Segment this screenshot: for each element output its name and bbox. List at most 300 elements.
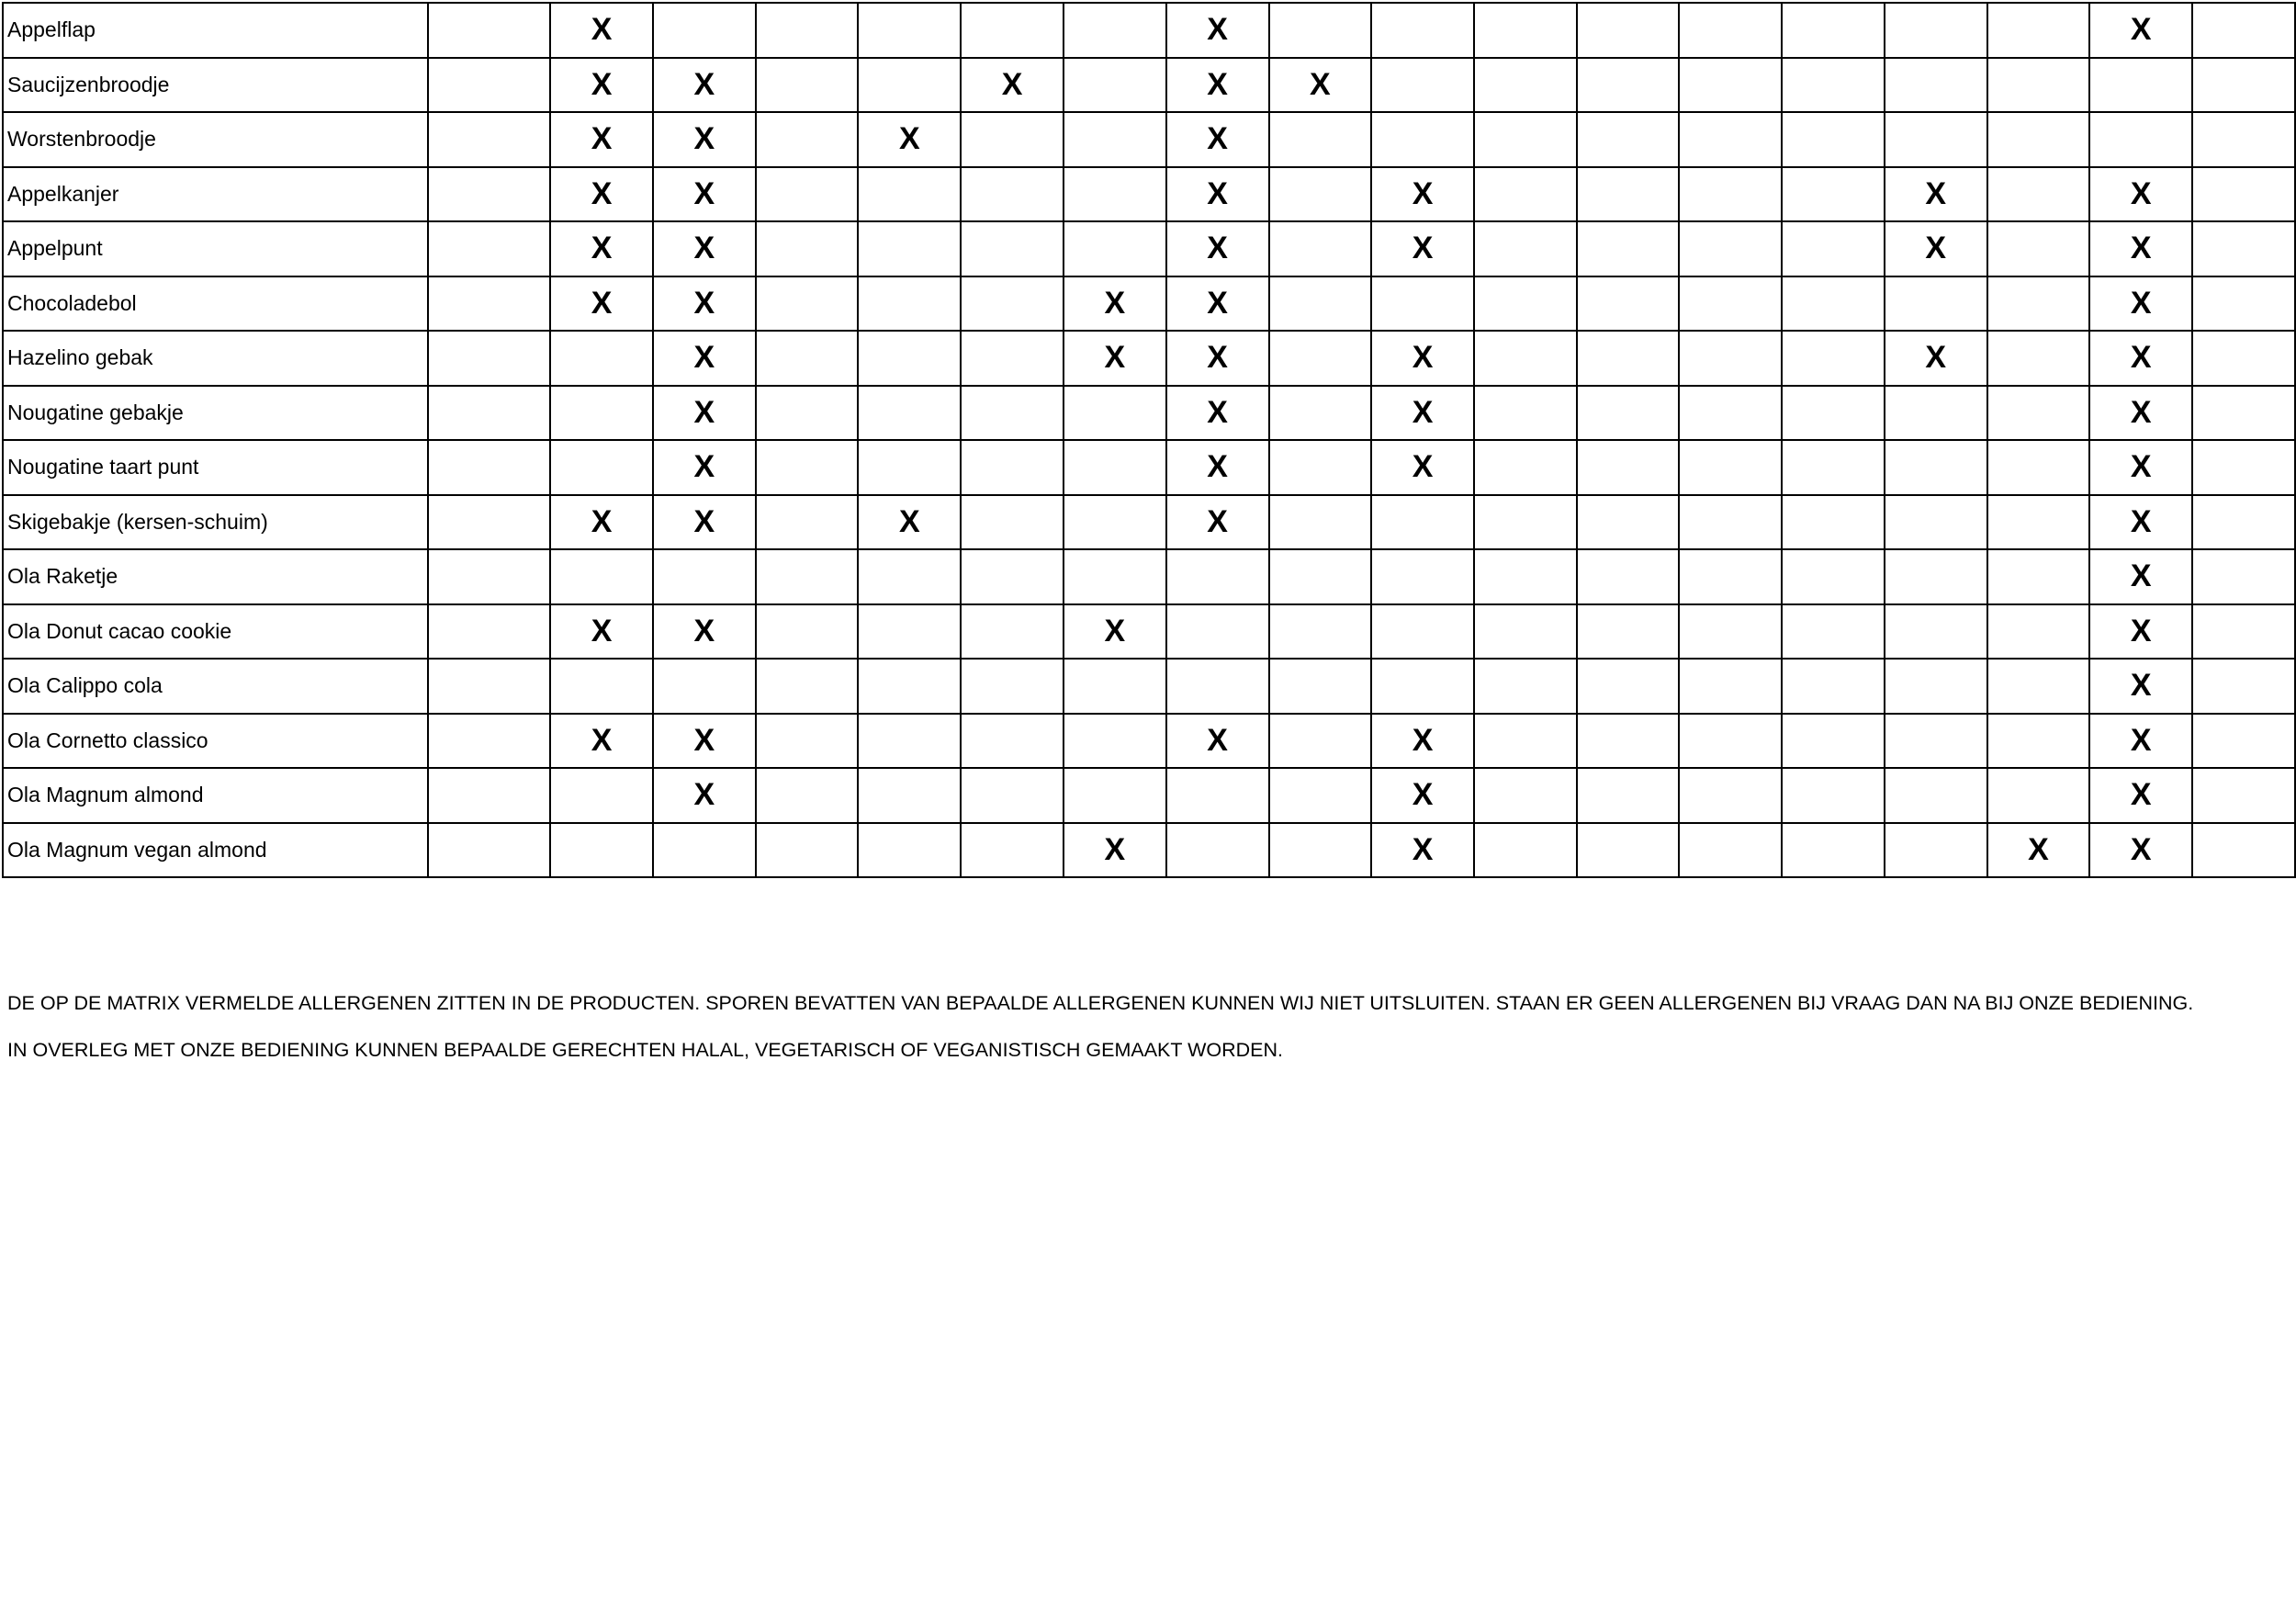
empty-cell bbox=[1474, 768, 1577, 823]
empty-cell bbox=[1474, 167, 1577, 222]
empty-cell bbox=[961, 659, 1064, 714]
empty-cell bbox=[2192, 221, 2295, 276]
product-name-cell: Skigebakje (kersen-schuim) bbox=[3, 495, 428, 550]
table-row bbox=[3, 549, 2295, 604]
empty-cell bbox=[1987, 440, 2090, 495]
empty-cell bbox=[961, 768, 1064, 823]
empty-cell bbox=[1064, 768, 1166, 823]
product-name-cell: Ola Magnum vegan almond bbox=[3, 823, 428, 878]
empty-cell bbox=[1885, 659, 1987, 714]
table-row bbox=[3, 659, 2295, 714]
empty-cell bbox=[1269, 823, 1372, 878]
allergen-mark-cell: X bbox=[1166, 167, 1269, 222]
product-name-cell: Nougatine gebakje bbox=[3, 386, 428, 441]
empty-cell bbox=[1782, 167, 1885, 222]
product-name-cell: Chocoladebol bbox=[3, 276, 428, 332]
allergen-mark-cell: X bbox=[1371, 331, 1474, 386]
table-row bbox=[3, 386, 2295, 441]
empty-cell bbox=[1166, 659, 1269, 714]
empty-cell bbox=[756, 604, 859, 660]
empty-cell bbox=[1166, 549, 1269, 604]
empty-cell bbox=[756, 440, 859, 495]
table-row bbox=[3, 112, 2295, 167]
empty-cell bbox=[428, 604, 551, 660]
empty-cell bbox=[1577, 3, 1680, 58]
empty-cell bbox=[1474, 440, 1577, 495]
empty-cell bbox=[1064, 659, 1166, 714]
empty-cell bbox=[1885, 768, 1987, 823]
empty-cell bbox=[1474, 549, 1577, 604]
table-row bbox=[3, 3, 2295, 58]
empty-cell bbox=[428, 3, 551, 58]
empty-cell bbox=[1474, 495, 1577, 550]
allergen-mark-cell: X bbox=[1166, 440, 1269, 495]
empty-cell bbox=[1064, 3, 1166, 58]
empty-cell bbox=[2192, 714, 2295, 769]
empty-cell bbox=[2192, 331, 2295, 386]
allergen-mark-cell: X bbox=[653, 221, 756, 276]
empty-cell bbox=[1371, 659, 1474, 714]
product-name-cell: Ola Donut cacao cookie bbox=[3, 604, 428, 660]
empty-cell bbox=[961, 3, 1064, 58]
empty-cell bbox=[1885, 714, 1987, 769]
allergen-mark-cell: X bbox=[2089, 386, 2192, 441]
empty-cell bbox=[1371, 549, 1474, 604]
empty-cell bbox=[756, 3, 859, 58]
allergen-mark-cell: X bbox=[653, 768, 756, 823]
empty-cell bbox=[1166, 768, 1269, 823]
empty-cell bbox=[756, 823, 859, 878]
allergen-mark-cell: X bbox=[2089, 3, 2192, 58]
empty-cell bbox=[2192, 167, 2295, 222]
empty-cell bbox=[1371, 112, 1474, 167]
allergen-mark-cell: X bbox=[1371, 221, 1474, 276]
empty-cell bbox=[756, 276, 859, 332]
allergen-mark-cell: X bbox=[1371, 714, 1474, 769]
empty-cell bbox=[550, 440, 653, 495]
allergen-mark-cell: X bbox=[2089, 167, 2192, 222]
empty-cell bbox=[1166, 823, 1269, 878]
empty-cell bbox=[1269, 659, 1372, 714]
allergen-mark-cell: X bbox=[653, 714, 756, 769]
empty-cell bbox=[961, 221, 1064, 276]
empty-cell bbox=[1577, 714, 1680, 769]
allergen-matrix-body bbox=[3, 3, 2295, 877]
empty-cell bbox=[1269, 112, 1372, 167]
empty-cell bbox=[1885, 386, 1987, 441]
empty-cell bbox=[1371, 604, 1474, 660]
empty-cell bbox=[428, 768, 551, 823]
table-row bbox=[3, 440, 2295, 495]
allergen-mark-cell: X bbox=[1371, 823, 1474, 878]
empty-cell bbox=[1885, 3, 1987, 58]
empty-cell bbox=[653, 3, 756, 58]
table-row bbox=[3, 823, 2295, 878]
empty-cell bbox=[1885, 495, 1987, 550]
table-row bbox=[3, 276, 2295, 332]
allergen-mark-cell: X bbox=[653, 495, 756, 550]
empty-cell bbox=[1885, 112, 1987, 167]
empty-cell bbox=[428, 112, 551, 167]
empty-cell bbox=[1064, 167, 1166, 222]
empty-cell bbox=[428, 386, 551, 441]
empty-cell bbox=[1679, 823, 1782, 878]
empty-cell bbox=[756, 495, 859, 550]
empty-cell bbox=[1371, 3, 1474, 58]
empty-cell bbox=[961, 495, 1064, 550]
empty-cell bbox=[756, 221, 859, 276]
empty-cell bbox=[2192, 276, 2295, 332]
empty-cell bbox=[428, 659, 551, 714]
allergen-mark-cell: X bbox=[1371, 768, 1474, 823]
empty-cell bbox=[1474, 604, 1577, 660]
empty-cell bbox=[1987, 659, 2090, 714]
allergen-mark-cell: X bbox=[1166, 386, 1269, 441]
product-name-cell: Appelpunt bbox=[3, 221, 428, 276]
empty-cell bbox=[1679, 331, 1782, 386]
empty-cell bbox=[1269, 221, 1372, 276]
empty-cell bbox=[1782, 768, 1885, 823]
empty-cell bbox=[1577, 112, 1680, 167]
allergen-mark-cell: X bbox=[2089, 495, 2192, 550]
empty-cell bbox=[756, 58, 859, 113]
empty-cell bbox=[858, 221, 961, 276]
empty-cell bbox=[1064, 495, 1166, 550]
empty-cell bbox=[1474, 386, 1577, 441]
empty-cell bbox=[653, 549, 756, 604]
product-name-cell: Ola Magnum almond bbox=[3, 768, 428, 823]
empty-cell bbox=[1987, 495, 2090, 550]
empty-cell bbox=[1064, 112, 1166, 167]
allergen-mark-cell: X bbox=[653, 331, 756, 386]
empty-cell bbox=[550, 768, 653, 823]
empty-cell bbox=[858, 167, 961, 222]
allergen-mark-cell: X bbox=[550, 112, 653, 167]
empty-cell bbox=[1782, 714, 1885, 769]
allergen-mark-cell: X bbox=[2089, 659, 2192, 714]
empty-cell bbox=[1577, 386, 1680, 441]
empty-cell bbox=[2192, 659, 2295, 714]
allergen-mark-cell: X bbox=[653, 112, 756, 167]
empty-cell bbox=[756, 714, 859, 769]
empty-cell bbox=[1782, 440, 1885, 495]
empty-cell bbox=[961, 386, 1064, 441]
allergen-mark-cell: X bbox=[2089, 276, 2192, 332]
empty-cell bbox=[1474, 276, 1577, 332]
allergen-mark-cell: X bbox=[550, 58, 653, 113]
allergen-mark-cell: X bbox=[1166, 331, 1269, 386]
empty-cell bbox=[756, 331, 859, 386]
empty-cell bbox=[1987, 331, 2090, 386]
empty-cell bbox=[858, 549, 961, 604]
allergen-mark-cell: X bbox=[1269, 58, 1372, 113]
empty-cell bbox=[1679, 714, 1782, 769]
allergen-mark-cell: X bbox=[2089, 604, 2192, 660]
product-name-cell: Saucijzenbroodje bbox=[3, 58, 428, 113]
empty-cell bbox=[428, 58, 551, 113]
empty-cell bbox=[1782, 386, 1885, 441]
empty-cell bbox=[1885, 440, 1987, 495]
empty-cell bbox=[1987, 714, 2090, 769]
product-name-cell: Ola Calippo cola bbox=[3, 659, 428, 714]
product-name-cell: Ola Raketje bbox=[3, 549, 428, 604]
empty-cell bbox=[1885, 823, 1987, 878]
table-row bbox=[3, 221, 2295, 276]
empty-cell bbox=[1782, 112, 1885, 167]
empty-cell bbox=[756, 112, 859, 167]
product-name-cell: Worstenbroodje bbox=[3, 112, 428, 167]
empty-cell bbox=[1474, 823, 1577, 878]
empty-cell bbox=[1577, 331, 1680, 386]
table-row bbox=[3, 58, 2295, 113]
table-row bbox=[3, 167, 2295, 222]
allergen-mark-cell: X bbox=[2089, 549, 2192, 604]
empty-cell bbox=[961, 604, 1064, 660]
empty-cell bbox=[2192, 386, 2295, 441]
empty-cell bbox=[1782, 331, 1885, 386]
empty-cell bbox=[1679, 386, 1782, 441]
empty-cell bbox=[756, 659, 859, 714]
allergen-mark-cell: X bbox=[653, 167, 756, 222]
allergen-mark-cell: X bbox=[653, 604, 756, 660]
allergen-mark-cell: X bbox=[653, 440, 756, 495]
allergen-mark-cell: X bbox=[1371, 386, 1474, 441]
empty-cell bbox=[2192, 549, 2295, 604]
empty-cell bbox=[428, 549, 551, 604]
empty-cell bbox=[1782, 549, 1885, 604]
allergen-mark-cell: X bbox=[1371, 167, 1474, 222]
empty-cell bbox=[428, 221, 551, 276]
empty-cell bbox=[1782, 3, 1885, 58]
table-row bbox=[3, 714, 2295, 769]
empty-cell bbox=[1679, 58, 1782, 113]
allergen-mark-cell: X bbox=[2089, 768, 2192, 823]
empty-cell bbox=[2089, 112, 2192, 167]
empty-cell bbox=[1679, 276, 1782, 332]
allergen-mark-cell: X bbox=[1166, 3, 1269, 58]
empty-cell bbox=[1679, 112, 1782, 167]
empty-cell bbox=[1474, 331, 1577, 386]
empty-cell bbox=[1577, 768, 1680, 823]
empty-cell bbox=[550, 331, 653, 386]
product-name-cell: Appelflap bbox=[3, 3, 428, 58]
empty-cell bbox=[2192, 3, 2295, 58]
table-row bbox=[3, 331, 2295, 386]
empty-cell bbox=[1269, 167, 1372, 222]
empty-cell bbox=[1987, 167, 2090, 222]
allergen-mark-cell: X bbox=[1064, 276, 1166, 332]
empty-cell bbox=[858, 386, 961, 441]
table-row bbox=[3, 495, 2295, 550]
empty-cell bbox=[1987, 3, 2090, 58]
allergen-mark-cell: X bbox=[653, 386, 756, 441]
empty-cell bbox=[1269, 3, 1372, 58]
empty-cell bbox=[1679, 768, 1782, 823]
allergen-mark-cell: X bbox=[2089, 823, 2192, 878]
empty-cell bbox=[550, 386, 653, 441]
empty-cell bbox=[858, 331, 961, 386]
empty-cell bbox=[1577, 659, 1680, 714]
empty-cell bbox=[756, 549, 859, 604]
table-row bbox=[3, 768, 2295, 823]
empty-cell bbox=[1371, 276, 1474, 332]
empty-cell bbox=[1577, 549, 1680, 604]
empty-cell bbox=[1064, 440, 1166, 495]
allergen-mark-cell: X bbox=[653, 276, 756, 332]
allergen-mark-cell: X bbox=[1166, 276, 1269, 332]
allergen-mark-cell: X bbox=[2089, 714, 2192, 769]
empty-cell bbox=[428, 714, 551, 769]
allergen-mark-cell: X bbox=[550, 3, 653, 58]
empty-cell bbox=[1064, 386, 1166, 441]
empty-cell bbox=[1577, 495, 1680, 550]
empty-cell bbox=[2192, 440, 2295, 495]
empty-cell bbox=[961, 112, 1064, 167]
empty-cell bbox=[961, 276, 1064, 332]
empty-cell bbox=[1885, 58, 1987, 113]
allergen-mark-cell: X bbox=[1166, 495, 1269, 550]
empty-cell bbox=[756, 167, 859, 222]
allergen-mark-cell: X bbox=[653, 58, 756, 113]
empty-cell bbox=[2192, 495, 2295, 550]
allergen-mark-cell: X bbox=[550, 276, 653, 332]
allergen-mark-cell: X bbox=[1885, 167, 1987, 222]
empty-cell bbox=[1679, 659, 1782, 714]
empty-cell bbox=[1782, 659, 1885, 714]
empty-cell bbox=[1577, 604, 1680, 660]
allergen-mark-cell: X bbox=[550, 167, 653, 222]
empty-cell bbox=[858, 714, 961, 769]
empty-cell bbox=[2192, 768, 2295, 823]
empty-cell bbox=[1679, 167, 1782, 222]
empty-cell bbox=[1269, 768, 1372, 823]
empty-cell bbox=[858, 276, 961, 332]
empty-cell bbox=[1577, 167, 1680, 222]
empty-cell bbox=[858, 3, 961, 58]
table-row bbox=[3, 604, 2295, 660]
empty-cell bbox=[428, 823, 551, 878]
product-name-cell: Nougatine taart punt bbox=[3, 440, 428, 495]
allergen-mark-cell: X bbox=[550, 714, 653, 769]
empty-cell bbox=[858, 768, 961, 823]
empty-cell bbox=[1474, 112, 1577, 167]
empty-cell bbox=[1679, 549, 1782, 604]
empty-cell bbox=[858, 659, 961, 714]
empty-cell bbox=[1782, 58, 1885, 113]
empty-cell bbox=[653, 823, 756, 878]
empty-cell bbox=[1679, 495, 1782, 550]
empty-cell bbox=[961, 167, 1064, 222]
empty-cell bbox=[1987, 604, 2090, 660]
empty-cell bbox=[1679, 440, 1782, 495]
allergen-mark-cell: X bbox=[2089, 331, 2192, 386]
empty-cell bbox=[1269, 440, 1372, 495]
allergen-mark-cell: X bbox=[1064, 604, 1166, 660]
empty-cell bbox=[1987, 112, 2090, 167]
empty-cell bbox=[1474, 58, 1577, 113]
allergen-mark-cell: X bbox=[1166, 221, 1269, 276]
allergen-mark-cell: X bbox=[858, 495, 961, 550]
empty-cell bbox=[961, 549, 1064, 604]
empty-cell bbox=[961, 714, 1064, 769]
empty-cell bbox=[1371, 495, 1474, 550]
product-name-cell: Appelkanjer bbox=[3, 167, 428, 222]
empty-cell bbox=[1269, 276, 1372, 332]
empty-cell bbox=[1269, 604, 1372, 660]
empty-cell bbox=[1064, 549, 1166, 604]
empty-cell bbox=[2192, 58, 2295, 113]
empty-cell bbox=[2192, 604, 2295, 660]
empty-cell bbox=[858, 440, 961, 495]
empty-cell bbox=[550, 659, 653, 714]
empty-cell bbox=[1679, 221, 1782, 276]
allergen-mark-cell: X bbox=[961, 58, 1064, 113]
allergen-disclaimer-note: DE OP DE MATRIX VERMELDE ALLERGENEN ZITTEN IN DE PRODUCTEN. SPOREN BEVATTEN VAN BEPAALDE ALLERGENEN KUNNEN WIJ NIET UITSLUITEN. STAAN ER GEEN ALLERGENEN BIJ VRAAG DAN NA BIJ ONZE BEDIENING. bbox=[7, 992, 2194, 1014]
allergen-mark-cell: X bbox=[1885, 221, 1987, 276]
dietary-options-note: IN OVERLEG MET ONZE BEDIENING KUNNEN BEPAALDE GERECHTEN HALAL, VEGETARISCH OF VEGANISTISCH GEMAAKT WORDEN. bbox=[7, 1039, 1283, 1061]
empty-cell bbox=[1474, 3, 1577, 58]
empty-cell bbox=[1577, 276, 1680, 332]
allergen-mark-cell: X bbox=[2089, 221, 2192, 276]
empty-cell bbox=[1269, 549, 1372, 604]
empty-cell bbox=[428, 495, 551, 550]
empty-cell bbox=[2192, 823, 2295, 878]
empty-cell bbox=[428, 331, 551, 386]
empty-cell bbox=[428, 167, 551, 222]
empty-cell bbox=[961, 823, 1064, 878]
empty-cell bbox=[1782, 823, 1885, 878]
empty-cell bbox=[1064, 714, 1166, 769]
empty-cell bbox=[1269, 714, 1372, 769]
empty-cell bbox=[1577, 58, 1680, 113]
empty-cell bbox=[1782, 604, 1885, 660]
empty-cell bbox=[1371, 58, 1474, 113]
empty-cell bbox=[858, 58, 961, 113]
empty-cell bbox=[1885, 604, 1987, 660]
empty-cell bbox=[653, 659, 756, 714]
empty-cell bbox=[1064, 58, 1166, 113]
empty-cell bbox=[428, 440, 551, 495]
empty-cell bbox=[428, 276, 551, 332]
empty-cell bbox=[1269, 331, 1372, 386]
empty-cell bbox=[961, 331, 1064, 386]
allergen-mark-cell: X bbox=[550, 221, 653, 276]
empty-cell bbox=[1269, 386, 1372, 441]
empty-cell bbox=[1577, 823, 1680, 878]
empty-cell bbox=[1474, 659, 1577, 714]
empty-cell bbox=[961, 440, 1064, 495]
empty-cell bbox=[858, 823, 961, 878]
allergen-mark-cell: X bbox=[858, 112, 961, 167]
empty-cell bbox=[2192, 112, 2295, 167]
empty-cell bbox=[1577, 221, 1680, 276]
allergen-mark-cell: X bbox=[1064, 331, 1166, 386]
empty-cell bbox=[1474, 221, 1577, 276]
empty-cell bbox=[1885, 276, 1987, 332]
allergen-mark-cell: X bbox=[1885, 331, 1987, 386]
allergen-mark-cell: X bbox=[550, 604, 653, 660]
empty-cell bbox=[1782, 276, 1885, 332]
empty-cell bbox=[1064, 221, 1166, 276]
empty-cell bbox=[1166, 604, 1269, 660]
empty-cell bbox=[1782, 495, 1885, 550]
empty-cell bbox=[1782, 221, 1885, 276]
empty-cell bbox=[1679, 3, 1782, 58]
allergen-mark-cell: X bbox=[1166, 58, 1269, 113]
empty-cell bbox=[756, 768, 859, 823]
empty-cell bbox=[1269, 495, 1372, 550]
allergen-mark-cell: X bbox=[550, 495, 653, 550]
